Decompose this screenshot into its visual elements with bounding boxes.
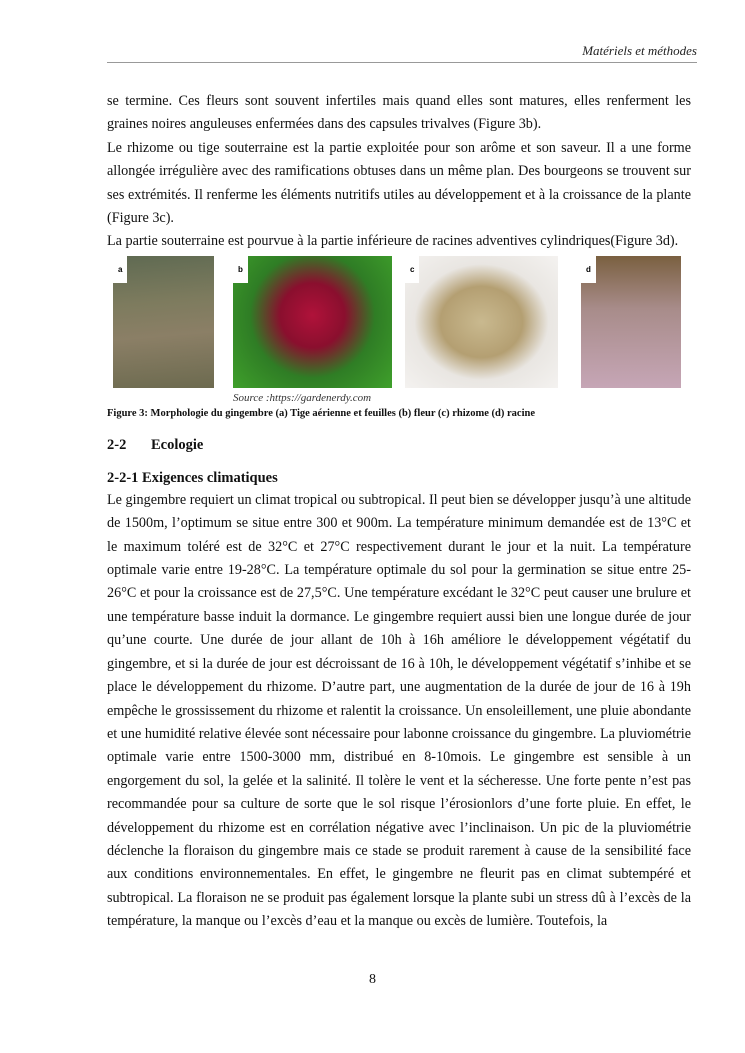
figure-3b-flower-photo: [233, 256, 392, 388]
figure-3d-root-photo: [581, 256, 681, 388]
figure-3a-leaves-photo: [113, 256, 214, 388]
paragraph: La partie souterraine est pourvue à la partie inférieure de racines adventives cylindriques(Figure 3d).: [107, 233, 679, 250]
section-heading: [107, 435, 691, 455]
section-title: Ecologie: [151, 436, 204, 453]
figure-panel-label: d: [581, 256, 596, 283]
figure-3-images: [107, 256, 691, 388]
figure-source: Source :https://gardenerdy.com: [233, 391, 372, 404]
running-header: Matériels et méthodes: [582, 43, 697, 58]
paragraph: se termine. Ces fleurs sont souvent infertiles mais quand elles sont matures, elles renferment les graines noires anguleuses enfermées dans des capsules trivalves (Figure 3b).: [107, 93, 691, 133]
page-number: 8: [369, 972, 376, 987]
subsection-heading: 2-2-1 Exigences climatiques: [107, 469, 278, 486]
paragraph: Le gingembre requiert un climat tropical ou subtropical. Il peut bien se développer jusqu’à une altitude de 1500m, l’optimum se situe entre 300 et 900m. La température minimum demandée est de 13°C et le maximum toléré est de 32°C et 27°C respectivement durant le jour et la nuit. La température optimale varie entre 19-28°C. La température optimale du sol pour la germination se situe entre 25-26°C et pour la croissance est de 27,5°C. Une température excédant le 32°C peut causer une brulure et une température basse induit la dormance. Le gingembre requiert aussi bien une longue durée de jour qu’une courte. Une durée de jour allant de 10h à 16h améliore le développement végétatif du gingembre, et si la durée de jour est décroissant de 16 à 10h, le développement végétatif s’inhibe et se place le développement du rhizome. D’autre part, une augmentation de la durée de jour de 16 à 19h empêche le grossissement du rhizome et ralentit la croissance. Un ensoleillement, une pluie abondante et une humidité relative élevée sont nécessaire pour labonne croissance du gingembre. La pluviométrie optimale varie entre 1500-3000 mm, distribué en 8-10mois. Le gingembre est sensible à un engorgement du sol, la gelée et la salinité. Il tolère le vent et la sécheresse. Une forte pente n’est pas recommandée pour sa culture de sorte que le sol risque l’érosionlors d’une forte pluie. En effet, le développement du rhizome est en corrélation négative avec l’inclinaison. Un pic de la pluviométrie déclenche la floraison du gingembre mais ce stade se produit rarement à cause de la sensibilité face aux conditions environnementales. En effet, le gingembre ne fleurit pas en climat subtempéré et subtropical. La floraison ne se produit pas également lorsque la plante subi un stress dû à l’excès de la température, la manque ou l’excès d’eau et la manque ou excès de lumière. Toutefois, la: [107, 491, 691, 930]
figure-caption: Figure 3: Morphologie du gingembre (a) Tige aérienne et feuilles (b) fleur (c) rhizome (d) racine: [107, 407, 535, 419]
figure-panel-label: c: [405, 256, 419, 283]
page-content: [107, 90, 691, 934]
figure-3c-rhizome-photo: [405, 256, 558, 388]
section-number: 2-2: [107, 436, 127, 453]
header-rule: [107, 62, 697, 63]
paragraph: Le rhizome ou tige souterraine est la partie exploitée pour son arôme et son saveur. Il a une forme allongée irrégulière avec des ramifications obtuses dans un même plan. Des bourgeons se trouvent sur ses extrémités. Il renferme les éléments nutritifs utiles au développement et à la croissance de la plante (Figure 3c).: [107, 139, 691, 227]
figure-panel-label: a: [113, 256, 127, 283]
figure-panel-label: b: [233, 256, 248, 283]
